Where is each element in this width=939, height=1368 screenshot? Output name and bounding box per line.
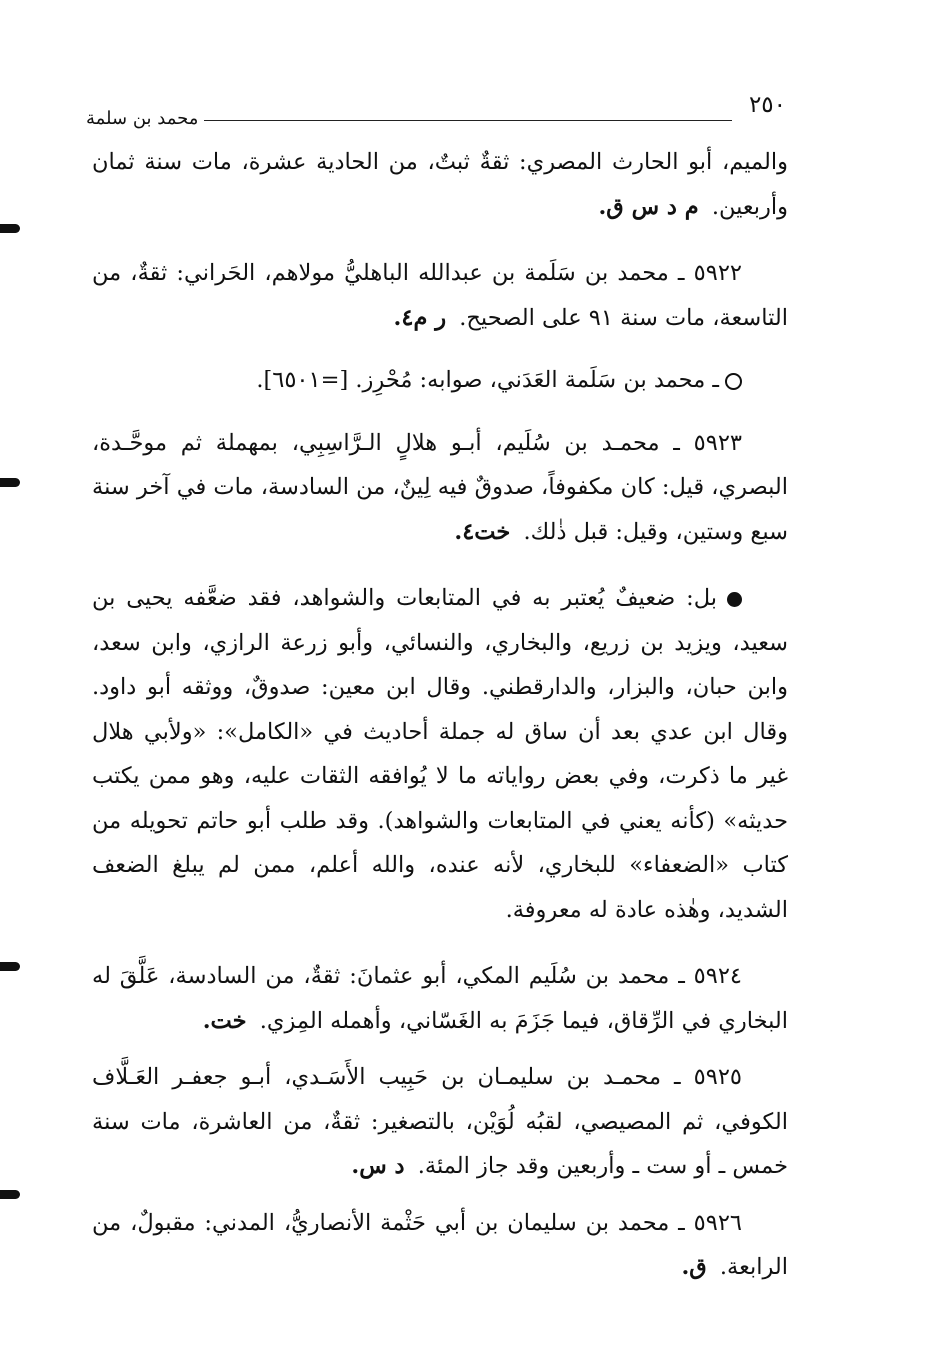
binding-mark (0, 962, 20, 971)
paragraph-text: ٥٩٢٣ ـ محمـد بن سُلَيم، أبـو هلالٍ الـرَّاسِبِي، بمهملة ثم موحَّـدة، البصري، قيل: كان مكفوفاً، صدوقٌ فيه لِينٌ، من السادسة، مات في آخر سنة سبع وستين، وقيل: قبل ذٰلك. (92, 429, 788, 545)
book-symbols: ق. (681, 1254, 707, 1280)
book-symbols: خت. (202, 1007, 247, 1034)
paragraph-text: ٥٩٢٦ ـ محمد بن سليمان بن أبي حَثْمة الأنصاريُّ، المدني: مقبولٌ، من الرابعة. (92, 1209, 788, 1280)
page-number: ٢٥٠ (748, 92, 786, 118)
entry-5923 (92, 421, 788, 555)
book-symbols: م د س ق. (598, 193, 699, 220)
header-rule (204, 120, 732, 121)
paragraph-text: ٥٩٢٥ ـ محمـد بن سليمـان بن حَبِيب الأَسَـدي، أبـو جعفـر العَـلَّاف الكوفي، ثم المصيصي، لقبُه لُوَيْن، بالتصغير: ثقةٌ، من العاشرة، مات سنة خمس ـ أو ست ـ وأربعين وقد جاز المئة. (92, 1064, 788, 1179)
entry-5926 (92, 1201, 788, 1290)
book-symbols: خت٤. (454, 518, 511, 545)
book-symbols: ر م٤. (393, 304, 447, 331)
editor-note (92, 576, 788, 932)
entry-5924 (92, 954, 788, 1043)
body-text (92, 140, 788, 1290)
hollow-circle-icon (725, 373, 742, 390)
binding-mark (0, 1190, 20, 1199)
binding-mark (0, 478, 20, 487)
paragraph-text: ٥٩٢٢ ـ محمد بن سَلَمة بن عبدالله الباهليُّ مولاهم، الحَراني: ثقةٌ، من التاسعة، مات سنة ٩١ على الصحيح. (92, 260, 788, 331)
entry-continuation (92, 140, 788, 229)
binding-mark (0, 224, 20, 233)
entry-5925 (92, 1055, 788, 1189)
paragraph-text: والميم، أبو الحارث المصري: ثقةٌ ثبتٌ، من الحادية عشرة، مات سنة ثمان وأربعين. (92, 149, 788, 220)
entry-5922 (92, 251, 788, 340)
paragraph-text: بل: ضعيفٌ يُعتبر به في المتابعات والشواهد، فقد ضعَّفه يحيى بن سعيد، ويزيد بن زريع، والبخاري، والنسائي، وأبو زرعة الرازي، وابن سعد، وابن حبان، والبزار، والدارقطني. وقال ابن معين: صدوقٌ، ووثقه أبو داود. وقال ابن عدي بعد أن ساق له جملة أحاديث في «الكامل»: «ولأبي هلال غير ما ذكرت، وفي بعض رواياته ما لا يُوافقه الثقات عليه، وهو ممن يكتب حديثه» (كأنه يعني في المتابعات والشواهد). وقد طلب أبو حاتم تحويله من كتاب «الضعفاء» للبخاري، لأنه عنده، والله أعلم، ممن لم يبلغ الضعف الشديد، وهٰذه عادة له معروفة. (92, 585, 788, 923)
running-header (86, 92, 786, 132)
filled-circle-icon (727, 592, 742, 607)
running-title: محمد بن سلمة (86, 108, 199, 129)
paragraph-text: ـ محمد بن سَلَمة العَدَني، صوابه: مُحْرِز. [=٦٥٠١]. (256, 367, 719, 393)
entry-cross-reference (92, 358, 788, 403)
paragraph-text: ٥٩٢٤ ـ محمد بن سُلَيم المكي، أبو عثمانَ: ثقةٌ، من السادسة، عَلَّقَ له البخاري في الرِّقاق، فيما جَزَمَ به الغَسّاني، وأهمله المِزي. (92, 963, 788, 1034)
book-symbols: د س. (351, 1153, 405, 1179)
